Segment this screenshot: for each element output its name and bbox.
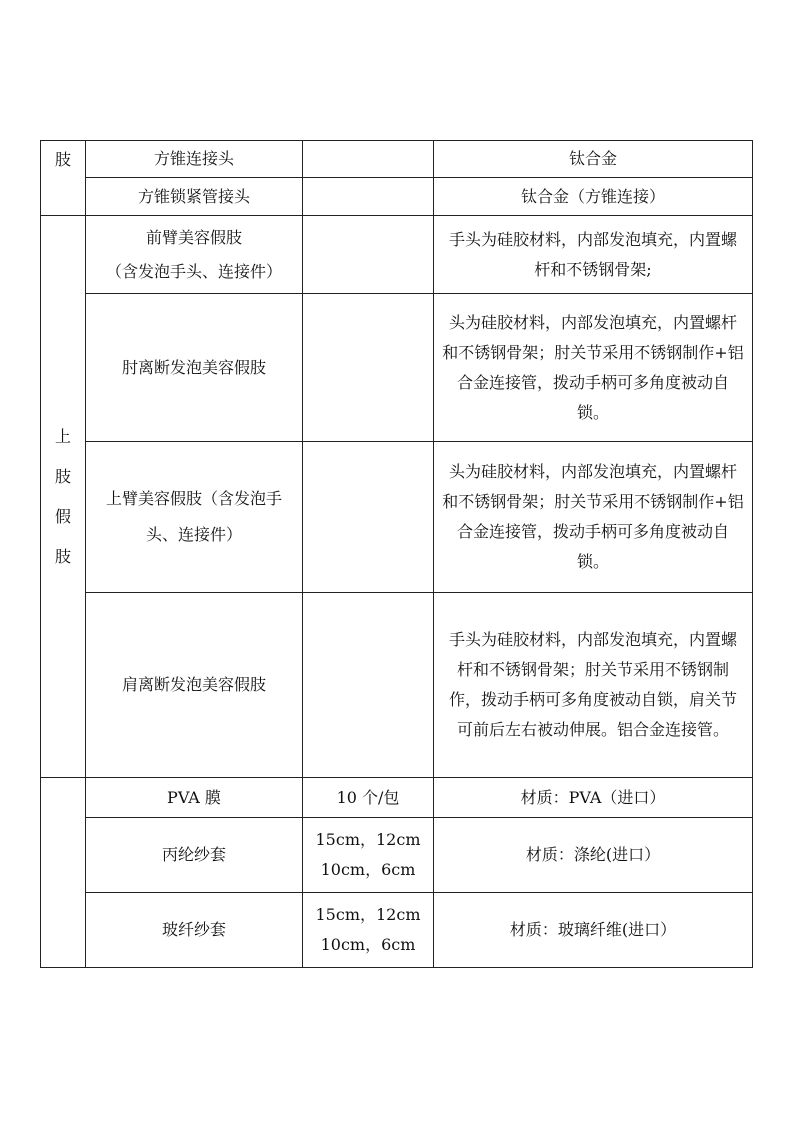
item-name-line: 前臂美容假肢 — [145, 227, 242, 247]
item-spec — [303, 818, 434, 893]
item-desc: 头为硅胶材料，内部发泡填充，内置螺杆和不锈钢骨架；肘关节采用不锈钢制作+铝合金连接管，拨动手柄可多角度被动自锁。 — [434, 294, 753, 442]
item-desc: 手头为硅胶材料，内部发泡填充，内置螺杆和不锈钢骨架; — [434, 216, 753, 294]
item-name: 上臂美容假肢（含发泡手头、连接件） — [86, 442, 303, 593]
product-spec-table — [40, 140, 753, 968]
item-name — [86, 216, 303, 294]
item-name: 丙纶纱套 — [86, 818, 303, 893]
table-row — [41, 294, 753, 442]
item-spec — [303, 893, 434, 968]
item-spec — [303, 216, 434, 294]
item-desc: 钛合金（方锥连接） — [434, 178, 753, 216]
category-cell — [41, 216, 86, 778]
category-cell — [41, 141, 86, 216]
item-desc: 手头为硅胶材料，内部发泡填充，内置螺杆和不锈钢骨架；肘关节采用不锈钢制作，拨动手柄可多角度被动自锁，肩关节可前后左右被动伸展。铝合金连接管。 — [434, 593, 753, 778]
table-row — [41, 216, 753, 294]
table-row — [41, 141, 753, 178]
item-desc: 材质：涤纶(进口） — [434, 818, 753, 893]
item-desc: 材质：PVA（进口） — [434, 778, 753, 818]
item-desc: 钛合金 — [434, 141, 753, 178]
item-spec-line: 10cm，6cm — [320, 860, 416, 879]
table-row — [41, 178, 753, 216]
item-desc: 头为硅胶材料，内部发泡填充，内置螺杆和不锈钢骨架；肘关节采用不锈钢制作+铝合金连接管，拨动手柄可多角度被动自锁。 — [434, 442, 753, 593]
item-name: PVA 膜 — [86, 778, 303, 818]
item-spec — [303, 141, 434, 178]
table-row — [41, 593, 753, 778]
category-label: 上肢假肢 — [54, 426, 71, 566]
table-row — [41, 818, 753, 893]
table-row — [41, 778, 753, 818]
table-row — [41, 442, 753, 593]
item-desc: 材质：玻璃纤维(进口） — [434, 893, 753, 968]
table-row — [41, 893, 753, 968]
item-spec: 10 个/包 — [303, 778, 434, 818]
item-spec — [303, 178, 434, 216]
item-name: 方锥锁紧管接头 — [86, 178, 303, 216]
item-name-line: （含发泡手头、连接件） — [105, 261, 282, 281]
item-name: 玻纤纱套 — [86, 893, 303, 968]
item-spec-line: 15cm，12cm — [315, 905, 421, 924]
item-spec-line: 10cm，6cm — [320, 935, 416, 954]
item-spec — [303, 294, 434, 442]
item-spec — [303, 442, 434, 593]
item-spec — [303, 593, 434, 778]
category-cell — [41, 778, 86, 968]
item-name: 方锥连接头 — [86, 141, 303, 178]
category-label: 肢 — [54, 150, 71, 169]
item-name: 肩离断发泡美容假肢 — [86, 593, 303, 778]
item-spec-line: 15cm，12cm — [315, 830, 421, 849]
item-name: 肘离断发泡美容假肢 — [86, 294, 303, 442]
